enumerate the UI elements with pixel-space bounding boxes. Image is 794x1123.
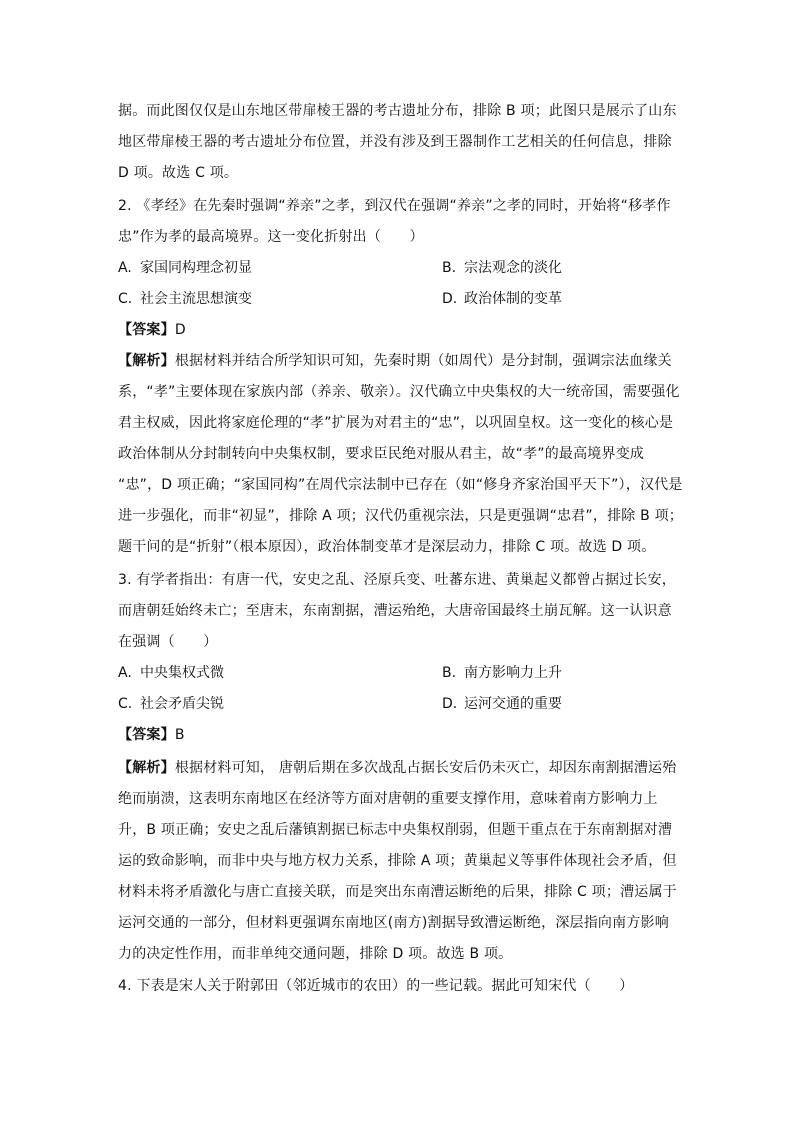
question-4-stem: 4. 下表是宋人关于附郭田（邻近城市的农田）的一些记载。据此可知宋代（ ） — [118, 978, 634, 994]
question-2-option-d — [442, 289, 562, 309]
analysis-line: 系，“孝”主要体现在家族内部（养亲、敬亲）。汉代确立中央集权的大一统帝国，需要强化 — [118, 384, 680, 400]
question-3-option-a — [118, 663, 224, 683]
analysis-text: 根据材料并结合所学知识可知，先秦时期（如周代）是分封制，强调宗法血缘关 — [174, 353, 672, 369]
question-3-option-c — [118, 694, 224, 714]
analysis-line: 运河交通的一部分，但材料更强调东南地区(南方)割据导致漕运断绝，深层指向南方影响 — [118, 915, 669, 931]
analysis-line: 运的致命影响，而非中央与地方权力关系，排除 A 项；黄巢起义等事件体现社会矛盾，但 — [118, 853, 677, 869]
analysis-line: 进一步强化，而非“初显”，排除 A 项；汉代仍重视宗法，只是更强调“忠君”，排除 B 项； — [118, 508, 683, 524]
analysis-text: 根据材料可知， 唐朝后期在多次战乱占据长安后仍未灭亡，却因东南割据漕运殆 — [174, 760, 677, 776]
option-text: 运河交通的重要 — [464, 696, 562, 712]
question-3-option-d — [442, 694, 562, 714]
text-line: D 项。故选 C 项。 — [118, 165, 239, 181]
option-key: D. — [442, 696, 458, 712]
question-2-stem: 忠”作为孝的最高境界。这一变化折射出（ ） — [118, 229, 424, 245]
question-2-stem: 2. 《孝经》在先秦时强调“养亲”之孝，到汉代在强调“养亲”之孝的同时，开始将“移孝作 — [118, 198, 671, 214]
question-3-stem: 而唐朝廷始终未亡；至唐末，东南割据，漕运殆绝，大唐帝国最终土崩瓦解。这一认识意 — [118, 603, 672, 619]
analysis-line: 材料未将矛盾激化与唐亡直接关联，而是突出东南漕运断绝的后果，排除 C 项；漕运属于 — [118, 884, 677, 900]
analysis-line: 题干问的是“折射”（根本原因），政治体制变革才是深层动力，排除 C 项。故选 D 项。 — [118, 539, 656, 555]
option-text: 社会矛盾尖锐 — [140, 696, 224, 712]
analysis-line: “忠”，D 项正确；“家国同构”在周代宗法制中已存在（如“修身齐家治国平天下”），汉代是 — [118, 477, 683, 493]
analysis-line: 绝而崩溃，这表明东南地区在经济等方面对唐朝的重要支撑作用，意味着南方影响力上 — [118, 791, 658, 807]
question-2-answer — [118, 320, 678, 340]
option-key: C. — [118, 696, 133, 712]
question-2-option-a — [118, 258, 252, 278]
answer-value: D — [174, 322, 186, 338]
option-key: B. — [442, 665, 457, 681]
question-2-analysis — [118, 351, 678, 371]
analysis-tag: 【解析】 — [118, 760, 175, 776]
option-text: 政治体制的变革 — [464, 291, 562, 307]
analysis-line: 君主权威，因此将家庭伦理的“孝”扩展为对君主的“忠”，以巩固皇权。这一变化的核心是 — [118, 415, 674, 431]
analysis-line: 升，B 项正确；安史之乱后藩镇割据已标志中央集权削弱，但题干重点在于东南割据对漕 — [118, 822, 673, 838]
question-3-stem: 在强调（ ） — [118, 634, 218, 650]
option-key: A. — [118, 665, 132, 681]
analysis-tag: 【解析】 — [118, 353, 175, 369]
analysis-line: 政治体制从分封制转向中央集权制，要求臣民绝对服从君主，故“孝”的最高境界变成 — [118, 446, 645, 462]
option-key: C. — [118, 291, 133, 307]
answer-tag: 【答案】 — [118, 727, 175, 743]
question-3-analysis — [118, 758, 678, 778]
option-text: 中央集权式微 — [140, 665, 224, 681]
option-text: 南方影响力上升 — [464, 665, 562, 681]
option-text: 宗法观念的淡化 — [464, 260, 562, 276]
text-line: 地区带扉棱王器的考古遗址分布位置，并没有涉及到王器制作工艺相关的任何信息，排除 — [118, 134, 672, 150]
option-key: B. — [442, 260, 457, 276]
question-2-option-c — [118, 289, 252, 309]
text-line: 据。而此图仅仅是山东地区带扉棱王器的考古遗址分布，排除 B 项；此图只是展示了山东 — [118, 103, 677, 119]
question-3-stem: 3. 有学者指出：有唐一代，安史之乱、泾原兵变、吐蕃东进、黄巢起义都曾占据过长安， — [118, 572, 677, 588]
answer-value: B — [174, 727, 185, 743]
option-text: 家国同构理念初显 — [140, 260, 252, 276]
question-3-option-b — [442, 663, 562, 683]
question-3-answer — [118, 725, 678, 745]
analysis-line: 力的决定性作用，而非单纯交通问题，排除 D 项。故选 B 项。 — [118, 946, 513, 962]
option-key: D. — [442, 291, 458, 307]
question-2-option-b — [442, 258, 562, 278]
option-key: A. — [118, 260, 132, 276]
option-text: 社会主流思想演变 — [140, 291, 252, 307]
answer-tag: 【答案】 — [118, 322, 175, 338]
